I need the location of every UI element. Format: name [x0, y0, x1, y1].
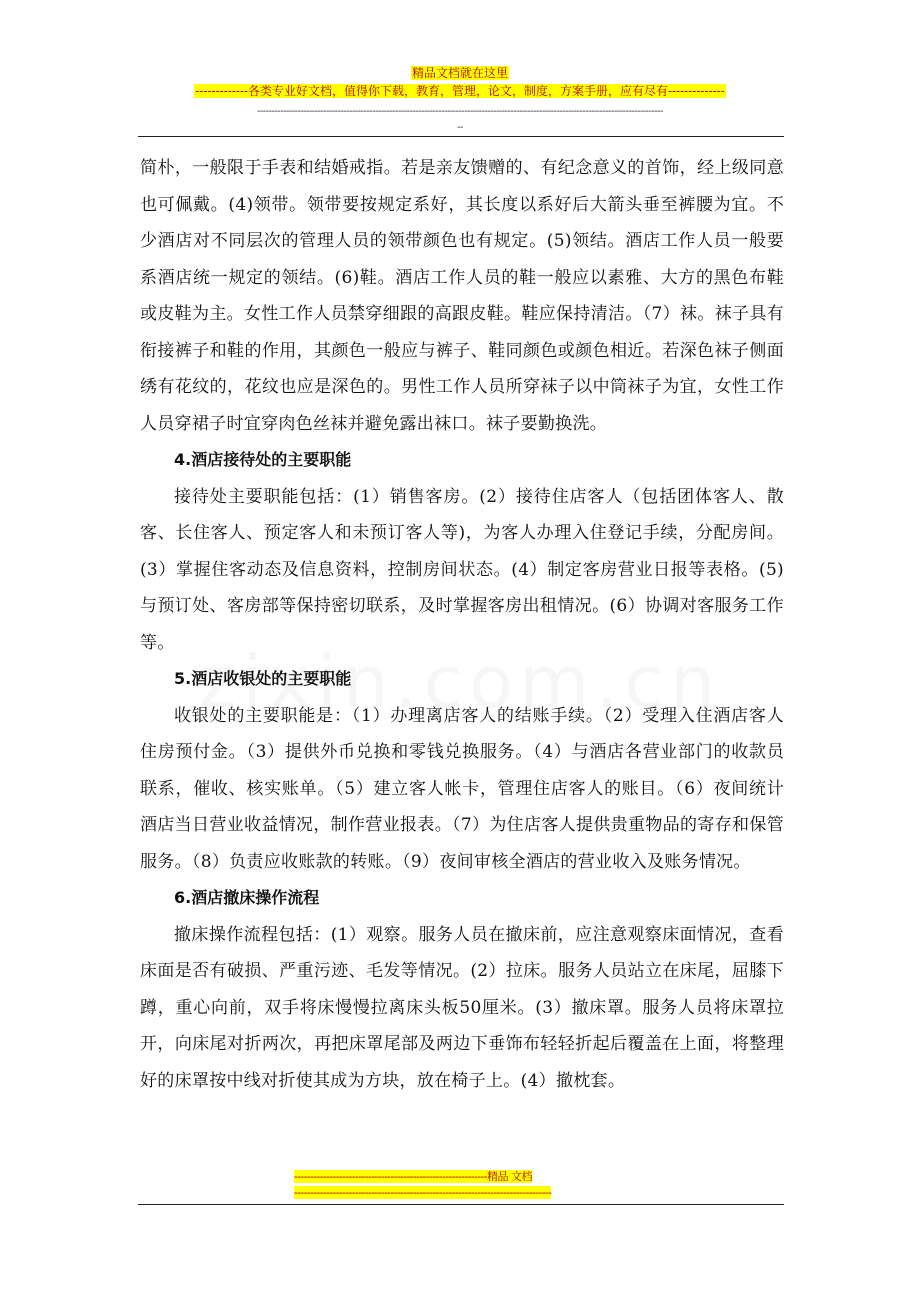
header-rule: [138, 136, 784, 137]
section-heading: 6.酒店撤床操作流程: [174, 888, 320, 907]
document-body: [140, 150, 784, 1099]
body-paragraph: 收银处的主要职能是：（1）办理离店客人的结账手续。（2）受理入住酒店客人住房预付金。（3）提供外币兑换和零钱兑换服务。（4）与酒店各营业部门的收款员联系，催收、核实账单。（5）建立客人帐卡，管理住店客人的账目。（6）夜间统计酒店当日营业收益情况，制作营业报表。（7）为住店客人提供贵重物品的寄存和保管服务。（8）负责应收账款的转账。（9）夜间审核全酒店的营业收入及账务情况。: [140, 705, 784, 872]
header-dashes-end: --: [457, 122, 463, 133]
header-dashes: ---------------------------------------------------------------------------------------------------------------------------------------------: [257, 106, 663, 117]
footer-label: ------------------------------------------------------------精品 文档: [294, 1170, 533, 1183]
footer-dashes: --------------------------------------------------------------------------------: [294, 1186, 552, 1199]
body-paragraph: 简朴，一般限于手表和结婚戒指。若是亲友馈赠的、有纪念意义的首饰，经上级同意也可佩戴。(4)领带。领带要按规定系好，其长度以系好后大箭头垂至裤腰为宜。不少酒店对不同层次的管理人员的领带颜色也有规定。(5)领结。酒店工作人员一般要系酒店统一规定的领结。(6)鞋。酒店工作人员的鞋一般应以素雅、大方的黑色布鞋或皮鞋为主。女性工作人员禁穿细跟的高跟皮鞋。鞋应保持清洁。（7）袜。袜子具有衔接裤子和鞋的作用，其颜色一般应与裤子、鞋同颜色或颜色相近。若深色袜子侧面绣有花纹的，花纹也应是深色的。男性工作人员所穿袜子以中筒袜子为宜，女性工作人员穿裙子时宜穿肉色丝袜并避免露出袜口。袜子要勤换洗。: [140, 158, 784, 434]
body-paragraph: 接待处主要职能包括：(1）销售客房。(2）接待住店客人（包括团体客人、散客、长住客人、预定客人和未预订客人等)，为客人办理入住登记手续，分配房间。(3）掌握住客动态及信息资料，控制房间状态。(4）制定客房营业日报等表格。(5)与预订处、客房部等保持密切联系，及时掌握客房出租情况。(6）协调对客服务工作等。: [140, 486, 784, 653]
footer-rule: [138, 1204, 784, 1205]
header-banner: -------------各类专业好文档，值得你下载，教育，管理，论文，制度，方案手册，应有尽有--------------: [195, 84, 725, 98]
header-title: 精品文档就在这里: [411, 66, 508, 80]
body-paragraph: 撤床操作流程包括：(1）观察。服务人员在撤床前，应注意观察床面情况，查看床面是否有破损、严重污迹、毛发等情况。(2）拉床。服务人员站立在床尾，屈膝下蹲，重心向前，双手将床慢慢拉离床头板50厘米。(3）撤床罩。服务人员将床罩拉开，向床尾对折两次，再把床罩尾部及两边下垂饰布轻轻折起后覆盖在上面，将整理好的床罩按中线对折使其成为方块，放在椅子上。(4）撤枕套。: [140, 924, 784, 1091]
section-heading: 5.酒店收银处的主要职能: [174, 669, 352, 688]
section-heading: 4.酒店接待处的主要职能: [174, 450, 352, 469]
